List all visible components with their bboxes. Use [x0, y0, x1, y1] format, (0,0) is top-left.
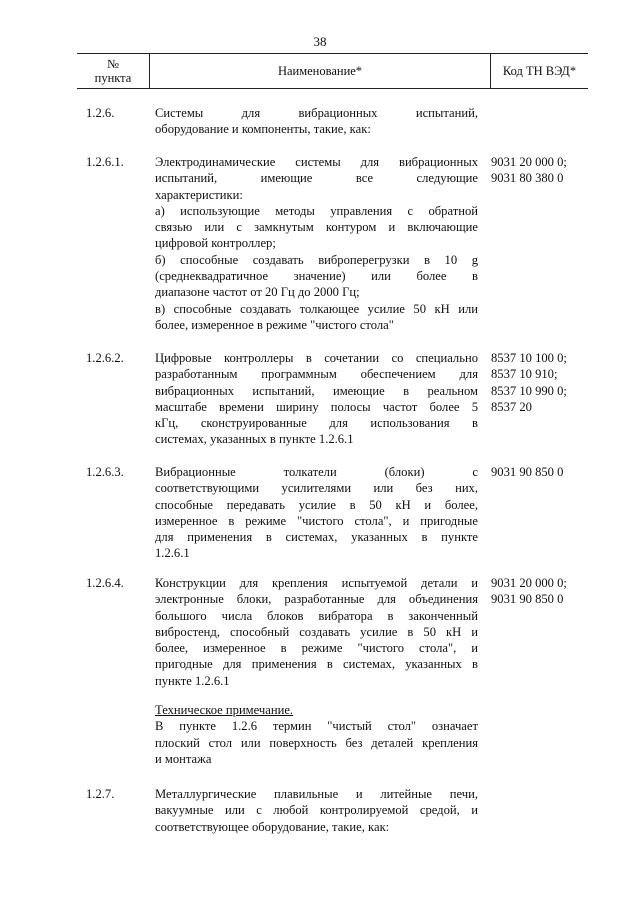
item-codes — [491, 575, 567, 608]
description-line: в) способные создавать толкающее усилие 50 кН или — [155, 301, 478, 316]
item-number: 1.2.6. — [86, 106, 115, 120]
description-line: соответствующими усилителями или без них, — [155, 481, 478, 496]
description-line: электронные блоки, разработанные для объединения — [155, 592, 478, 607]
description-line: Системы для вибрационных испытаний, — [155, 106, 478, 120]
description-line: пункте 1.2.6.1 — [155, 673, 230, 688]
tnved-code: 9031 90 850 0 — [491, 592, 564, 607]
tnved-code: 8537 10 910; — [491, 367, 558, 382]
description-line: Цифровые контроллеры в сочетании со специально — [155, 351, 478, 365]
description-line: пригодные для применения в системах, указанных в — [155, 657, 478, 672]
description-line: Электродинамические системы для вибрационных — [155, 155, 478, 169]
description-line: масштабе времени ширину полосы частот более 5 — [155, 399, 478, 414]
description-line: цифровой контроллер; — [155, 236, 276, 251]
table-header — [77, 53, 588, 89]
description-line: вибростенд, способный создавать усилие в 50 кН и — [155, 624, 478, 639]
description-line: кГц, сконструированные для использования в — [155, 416, 478, 431]
description-line: соответствующее оборудование, такие, как: — [155, 819, 390, 834]
description-line: а) использующие методы управления с обратной — [155, 203, 478, 218]
item-description — [155, 154, 478, 333]
description-line: 1.2.6.1 — [155, 546, 190, 561]
page-number: 38 — [313, 34, 327, 49]
description-line: большого числа блоков вибратора в законченный — [155, 608, 478, 623]
description-line: оборудование и компоненты, такие, как: — [155, 122, 371, 137]
description-line: для применения в системах, указанных в пункте — [155, 530, 478, 545]
header-number-label: пункта — [94, 71, 132, 85]
description-line: Вибрационные толкатели (блоки) с — [155, 465, 478, 479]
header-number-symbol: № — [107, 57, 119, 71]
tnved-code: 9031 90 850 0 — [491, 465, 564, 479]
description-line: вибрационных испытаний, имеющие в реальном — [155, 383, 478, 398]
description-line: более, измеренное в режиме "чистого стола" — [155, 317, 394, 332]
technical-note-line: плоский стол или поверхность без деталей крепления — [155, 735, 478, 750]
item-description — [155, 105, 478, 138]
tnved-code: 8537 10 990 0; — [491, 383, 567, 398]
technical-note — [155, 702, 478, 767]
description-line: измеренное в режиме "чистого стола", и пригодные — [155, 513, 478, 528]
technical-note-line: В пункте 1.2.6 термин "чистый стол" означает — [155, 719, 478, 734]
tnved-code: 9031 20 000 0; — [491, 576, 567, 590]
item-number: 1.2.6.4. — [86, 576, 124, 590]
header-code-cell: Код ТН ВЭД* — [502, 64, 577, 78]
item-codes — [491, 350, 567, 415]
item-description — [155, 786, 478, 835]
description-line: испытаний, имеющие все следующие — [155, 171, 478, 186]
tnved-code: 8537 20 — [491, 399, 532, 414]
description-line: Конструкции для крепления испытуемой детали и — [155, 576, 478, 590]
description-line: (среднеквадратичное значение) или более в — [155, 269, 478, 284]
tnved-code: 8537 10 100 0; — [491, 351, 567, 365]
tnved-code: 9031 80 380 0 — [491, 171, 564, 186]
description-line: разработанным программным обеспечением для — [155, 367, 478, 382]
item-number: 1.2.6.3. — [86, 465, 124, 479]
item-number: 1.2.7. — [86, 787, 115, 801]
description-line: диапазоне частот от 20 Гц до 2000 Гц; — [155, 285, 360, 300]
description-line: характеристики: — [155, 187, 243, 202]
technical-note-line: и монтажа — [155, 751, 212, 766]
item-description — [155, 575, 478, 689]
header-number-cell — [77, 54, 149, 88]
item-description — [155, 350, 478, 448]
description-line: связью или с замкнутым контуром и включающие — [155, 220, 478, 235]
item-number: 1.2.6.2. — [86, 351, 124, 365]
description-line: вакуумные или с любой контролируемой средой, и — [155, 803, 478, 818]
item-codes — [491, 154, 567, 187]
item-codes — [491, 464, 563, 480]
description-line: более, измеренное в режиме "чистого стола", и — [155, 641, 478, 656]
description-line: Металлургические плавильные и литейные печи, — [155, 787, 478, 801]
description-line: системах, указанных в пункте 1.2.6.1 — [155, 432, 354, 447]
technical-note-title: Техническое примечание. — [155, 703, 294, 717]
item-description — [155, 464, 478, 562]
header-name-cell: Наименование* — [277, 64, 363, 78]
description-line: способные передавать усилие в 50 кН и более, — [155, 497, 478, 512]
item-number: 1.2.6.1. — [86, 155, 124, 169]
description-line: б) способные создавать виброперегрузки в 10 g — [155, 252, 478, 267]
tnved-code: 9031 20 000 0; — [491, 155, 567, 169]
